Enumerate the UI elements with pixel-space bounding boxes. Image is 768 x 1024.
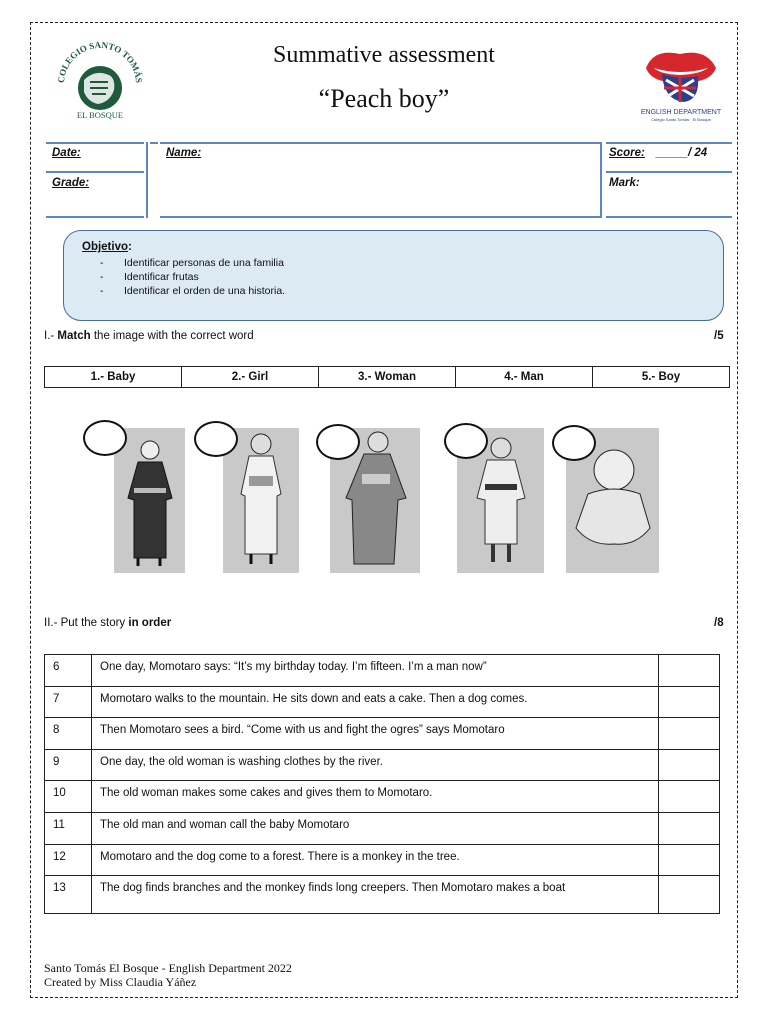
order-answer-cell[interactable] (659, 781, 720, 813)
answer-circle[interactable] (552, 425, 596, 461)
word-cell: 5.- Boy (593, 367, 730, 388)
mark-label: Mark: (609, 177, 640, 189)
table-row (45, 718, 720, 750)
row-text: Momotaro and the dog come to a forest. There is a monkey in the tree. (92, 844, 659, 876)
objective-list (100, 256, 285, 298)
row-text: The old man and woman call the baby Momotaro (92, 812, 659, 844)
row-number: 12 (45, 844, 92, 876)
row-text: The dog finds branches and the monkey finds long creepers. Then Momotaro makes a boat (92, 876, 659, 914)
table-row (45, 749, 720, 781)
word-bank-table (44, 366, 730, 388)
row-text: One day, the old woman is washing clothes by the river. (92, 749, 659, 781)
table-row (45, 655, 720, 687)
objective-item: - Identificar personas de una familia (100, 257, 284, 269)
row-number: 13 (45, 876, 92, 914)
order-answer-cell[interactable] (659, 844, 720, 876)
table-row (45, 781, 720, 813)
row-number: 7 (45, 686, 92, 718)
table-row (45, 876, 720, 914)
section-1-heading: I.- Match the image with the correct word (44, 330, 254, 342)
word-cell: 3.- Woman (319, 367, 456, 388)
answer-circle[interactable] (444, 423, 488, 459)
row-number: 8 (45, 718, 92, 750)
grade-label: Grade: (52, 177, 90, 189)
objective-box (63, 230, 724, 321)
section-2-heading: II.- Put the story in order (44, 617, 172, 629)
section-2-points: /8 (714, 617, 724, 629)
tongue-flag-icon (640, 44, 722, 124)
word-cell: 2.- Girl (182, 367, 319, 388)
row-text: One day, Momotaro says: “It’s my birthday today. I’m fifteen. I’m a man now” (92, 655, 659, 687)
row-number: 11 (45, 812, 92, 844)
table-row (45, 686, 720, 718)
girl-figure (223, 428, 299, 573)
school-bottom-text: EL BOSQUE (76, 110, 124, 120)
score-label: Score: (609, 147, 645, 159)
word-cell: 1.- Baby (45, 367, 182, 388)
footer-line: Santo Tomás El Bosque - English Department 2022 (44, 961, 292, 975)
row-text: The old woman makes some cakes and gives them to Momotaro. (92, 781, 659, 813)
answer-circle[interactable] (194, 421, 238, 457)
student-info-grid (46, 142, 732, 220)
section-1-points: /5 (714, 330, 724, 342)
dept-logo-subtext: Colegio Santo Tomás · El Bosque (651, 117, 711, 122)
date-label: Date: (52, 147, 81, 159)
footer (44, 961, 292, 989)
table-row (45, 844, 720, 876)
word-cell: 4.- Man (456, 367, 593, 388)
order-answer-cell[interactable] (659, 749, 720, 781)
dept-logo-text: ENGLISH DEPARTMENT (640, 109, 722, 116)
order-answer-cell[interactable] (659, 686, 720, 718)
row-number: 10 (45, 781, 92, 813)
footer-line: Created by Miss Claudia Yáñez (44, 975, 197, 989)
answer-circle[interactable] (316, 424, 360, 460)
order-answer-cell[interactable] (659, 876, 720, 914)
table-row (45, 812, 720, 844)
objective-item: - Identificar frutas (100, 271, 199, 283)
order-answer-cell[interactable] (659, 655, 720, 687)
row-text: Then Momotaro sees a bird. “Come with us and fight the ogres” says Momotaro (92, 718, 659, 750)
page-title: Summative assessment (273, 42, 495, 68)
name-label: Name: (166, 147, 202, 159)
story-order-table (44, 654, 720, 914)
school-arc-text: COLEGIO SANTO TOMÁS (55, 40, 145, 84)
row-text: Momotaro walks to the mountain. He sits down and eats a cake. Then a dog comes. (92, 686, 659, 718)
objective-item: - Identificar el orden de una historia. (100, 285, 286, 297)
row-number: 9 (45, 749, 92, 781)
objective-title: Objetivo: (82, 241, 132, 253)
row-number: 6 (45, 655, 92, 687)
order-answer-cell[interactable] (659, 812, 720, 844)
answer-circle[interactable] (83, 420, 127, 456)
page-subtitle: “Peach boy” (318, 84, 450, 113)
order-answer-cell[interactable] (659, 718, 720, 750)
score-value: _____/ 24 (656, 147, 708, 159)
man-figure (114, 428, 185, 573)
